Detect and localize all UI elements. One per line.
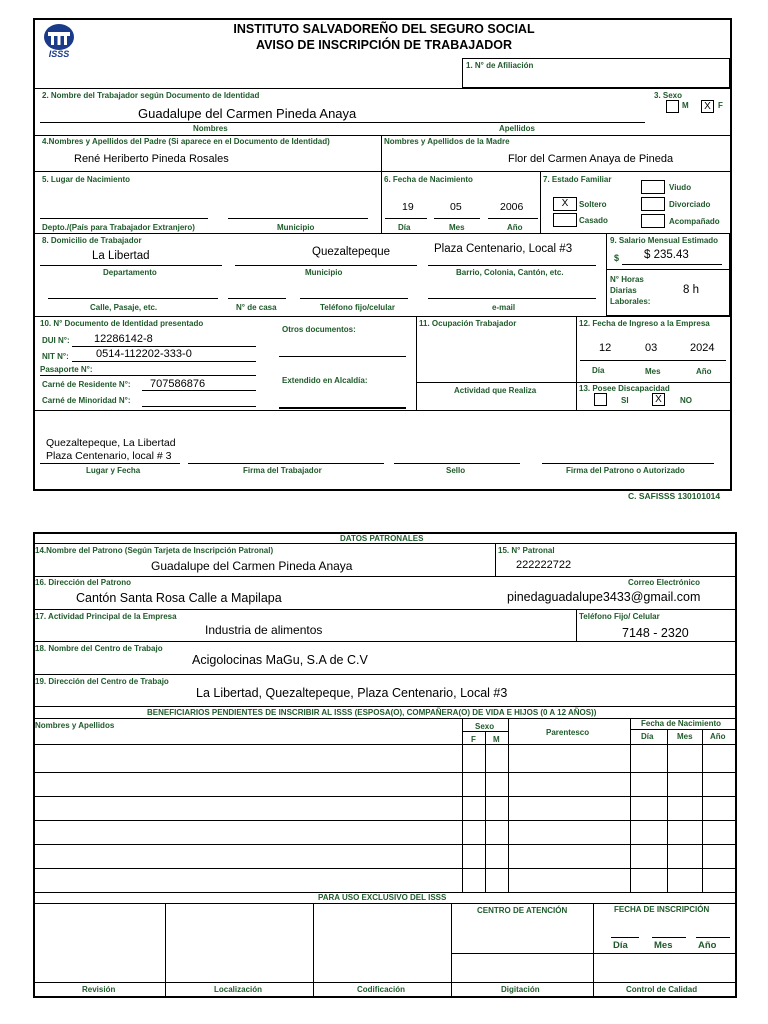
form-title: AVISO DE INSCRIPCIÓN DE TRABAJADOR: [255, 38, 513, 52]
affiliation-label: 1. N° de Afiliación: [466, 61, 534, 70]
firma-trabajador-label: Firma del Trabajador: [243, 466, 322, 475]
isss-use-title: PARA USO EXCLUSIVO DEL ISSS: [318, 893, 447, 902]
beneficiaries-title: BENEFICIARIOS PENDIENTES DE INSCRIBIR AL ISSS (ESPOSA(O), COMPAÑERA(O) DE VIDA E HIJOS (0 A 12 AÑOS)): [147, 708, 597, 717]
soltero-checkbox[interactable]: X: [553, 197, 577, 211]
sex-m-checkbox[interactable]: [666, 100, 679, 113]
work-center-label: 18. Nombre del Centro de Trabajo: [35, 644, 163, 653]
firma-patrono-label: Firma del Patrono o Autorizado: [566, 466, 685, 475]
divorciado-label: Divorciado: [669, 200, 711, 209]
ingreso-month[interactable]: 03: [645, 342, 658, 354]
centro-atencion-label: CENTRO DE ATENCIÓN: [477, 906, 568, 915]
ingreso-mes-label: Mes: [645, 367, 661, 376]
otros-label: Otros documentos:: [282, 325, 356, 334]
employer-number[interactable]: 222222722: [516, 559, 572, 571]
mother-name[interactable]: Flor del Carmen Anaya de Pineda: [508, 153, 674, 165]
father-name[interactable]: René Heriberto Pineda Rosales: [74, 153, 229, 165]
address-departamento-label: Departamento: [103, 268, 157, 277]
work-center-address[interactable]: La Libertad, Quezaltepeque, Plaza Centenario, Local #3: [196, 686, 508, 700]
viudo-checkbox[interactable]: [641, 180, 665, 194]
birth-ano-label: Año: [507, 223, 523, 232]
hours-label-2: Diarias: [610, 286, 637, 295]
beneficiaries-birth-label: Fecha de Nacimiento: [641, 719, 722, 728]
work-center-address-label: 19. Dirección del Centro de Trabajo: [35, 677, 169, 686]
birth-month[interactable]: 05: [450, 201, 462, 213]
calle-label: Calle, Pasaje, etc.: [90, 303, 158, 312]
soltero-label: Soltero: [579, 200, 607, 209]
salary-value[interactable]: $ 235.43: [644, 249, 689, 261]
sex-f-checkbox[interactable]: X: [701, 100, 714, 113]
casado-checkbox[interactable]: [553, 213, 577, 227]
localizacion-label: Localización: [214, 985, 263, 994]
revision-label: Revisión: [82, 985, 116, 994]
codificacion-label: Codificación: [357, 985, 406, 994]
salary-label: 9. Salario Mensual Estimado: [610, 236, 719, 245]
employer-name[interactable]: Guadalupe del Carmen Pineda Anaya: [151, 559, 353, 573]
telefono-label: Teléfono fijo/celular: [320, 303, 395, 312]
employer-address-label: 16. Dirección del Patrono: [35, 578, 132, 587]
lugar-fecha-label: Lugar y Fecha: [86, 466, 141, 475]
employer-email-label: Correo Electrónico: [628, 578, 701, 587]
hours-label-1: N° Horas: [610, 275, 644, 284]
nit-label: NIT N°:: [42, 352, 69, 361]
nit-value[interactable]: 0514-112202-333-0: [96, 348, 192, 360]
employer-name-label: 14.Nombre del Patrono (Según Tarjeta de Inscripción Patronal): [35, 546, 274, 555]
ingreso-dia-label: Día: [592, 366, 605, 375]
worker-name[interactable]: Guadalupe del Carmen Pineda Anaya: [138, 106, 357, 121]
dui-value[interactable]: 12286142-8: [94, 333, 153, 345]
family-status-label: 7. Estado Familiar: [543, 175, 612, 184]
mother-label: Nombres y Apellidos de la Madre: [384, 137, 510, 146]
birth-place-label: 5. Lugar de Nacimiento: [42, 175, 131, 184]
residente-value[interactable]: 707586876: [150, 378, 206, 390]
employer-phone[interactable]: 7148 - 2320: [622, 626, 689, 640]
minoridad-label: Carné de Minoridad N°:: [42, 396, 131, 405]
casa-label: N° de casa: [236, 303, 277, 312]
hours-label-3: Laborales:: [610, 297, 651, 306]
sex-m-label: M: [682, 101, 689, 110]
hours-value[interactable]: 8 h: [683, 284, 699, 296]
birth-mes-label: Mes: [449, 223, 465, 232]
address-label: 8. Domicilio de Trabajador: [42, 236, 142, 245]
inscripcion-dia-label: Día: [613, 940, 628, 951]
employer-activity[interactable]: Industria de alimentos: [205, 623, 323, 637]
address-barrio-label: Barrio, Colonia, Cantón, etc.: [456, 268, 564, 277]
email-label: e-mail: [492, 303, 516, 312]
ingreso-day[interactable]: 12: [599, 342, 612, 354]
viudo-label: Viudo: [669, 183, 692, 192]
inscripcion-ano-label: Año: [698, 940, 717, 951]
beneficiaries-ano-label: Año: [710, 732, 726, 741]
beneficiaries-sexo-label: Sexo: [475, 722, 495, 731]
digitacion-label: Digitación: [501, 985, 540, 994]
documents-label: 10. N° Documento de Identidad presentado: [40, 319, 204, 328]
address-municipio[interactable]: Quezaltepeque: [312, 246, 391, 258]
signature-place-line1[interactable]: Quezaltepeque, La Libertad: [46, 437, 176, 449]
residente-label: Carné de Residente N°:: [42, 380, 131, 389]
employer-activity-label: 17. Actividad Principal de la Empresa: [35, 612, 177, 621]
employer-email[interactable]: pinedaguadalupe3433@gmail.com: [507, 590, 701, 604]
beneficiaries-parentesco-label: Parentesco: [546, 728, 590, 737]
beneficiaries-names-label: Nombres y Apellidos: [35, 721, 115, 730]
birth-municipio-label: Municipio: [277, 223, 315, 232]
divorciado-checkbox[interactable]: [641, 197, 665, 211]
ingreso-ano-label: Año: [696, 367, 712, 376]
disability-no-checkbox[interactable]: X: [652, 393, 665, 406]
acompanado-label: Acompañado: [669, 217, 720, 226]
nombres-label: Nombres: [193, 124, 228, 133]
birth-date-label: 6. Fecha de Nacimiento: [384, 175, 473, 184]
work-center-name[interactable]: Acigolocinas MaGu, S.A de C.V: [192, 653, 368, 667]
beneficiaries-dia-label: Día: [641, 732, 654, 741]
signature-place-line2[interactable]: Plaza Centenario, local # 3: [46, 450, 172, 462]
sello-label: Sello: [446, 466, 466, 475]
activity-label: Actividad que Realiza: [454, 386, 537, 395]
apellidos-label: Apellidos: [499, 124, 536, 133]
disability-si-checkbox[interactable]: [594, 393, 607, 406]
address-departamento[interactable]: La Libertad: [92, 250, 150, 262]
worker-name-label: 2. Nombre del Trabajador según Documento de Identidad: [42, 91, 260, 100]
beneficiaries-mes-label: Mes: [677, 732, 693, 741]
disability-no-label: NO: [680, 396, 692, 405]
extendido-label: Extendido en Alcaldía:: [282, 376, 368, 385]
pasaporte-label: Pasaporte N°:: [40, 365, 93, 374]
father-label: 4.Nombres y Apellidos del Padre (Si aparece en el Documento de Identidad): [42, 137, 330, 146]
ingreso-year[interactable]: 2024: [690, 342, 715, 354]
inscripcion-mes-label: Mes: [654, 940, 673, 951]
acompanado-checkbox[interactable]: [641, 214, 665, 228]
address-barrio[interactable]: Plaza Centenario, Local #3: [434, 243, 573, 255]
fecha-inscripcion-label: FECHA DE INSCRIPCIÓN: [614, 905, 710, 914]
employer-address[interactable]: Cantón Santa Rosa Calle a Mapilapa: [76, 591, 282, 605]
ingreso-label: 12. Fecha de Ingreso a la Empresa: [579, 319, 710, 328]
disability-si-label: SI: [621, 396, 629, 405]
dui-label: DUI N°:: [42, 336, 70, 345]
birth-year[interactable]: 2006: [500, 201, 524, 213]
control-calidad-label: Control de Calidad: [626, 985, 698, 994]
employer-number-label: 15. N° Patronal: [498, 546, 555, 555]
employer-section-title: DATOS PATRONALES: [340, 534, 424, 543]
birth-dia-label: Día: [398, 223, 411, 232]
salary-currency: $: [614, 253, 620, 263]
logo-text: ISSS: [48, 49, 70, 58]
employer-phone-label: Teléfono Fijo/ Celular: [579, 612, 660, 621]
address-municipio-label: Municipio: [305, 268, 343, 277]
casado-label: Casado: [579, 216, 608, 225]
sex-f-label: F: [718, 101, 723, 110]
birth-day[interactable]: 19: [402, 201, 414, 213]
occupation-label: 11. Ocupación Trabajador: [419, 319, 517, 328]
form-code: C. SAFISSS 130101014: [628, 491, 721, 501]
sex-label: 3. Sexo: [654, 91, 683, 100]
disability-label: 13. Posee Discapacidad: [579, 384, 670, 393]
depto-label: Depto./(País para Trabajador Extranjero): [42, 223, 195, 232]
beneficiaries-f-label: F: [471, 735, 476, 744]
institute-title: INSTITUTO SALVADOREÑO DEL SEGURO SOCIAL: [233, 22, 535, 36]
beneficiaries-m-label: M: [493, 735, 500, 744]
